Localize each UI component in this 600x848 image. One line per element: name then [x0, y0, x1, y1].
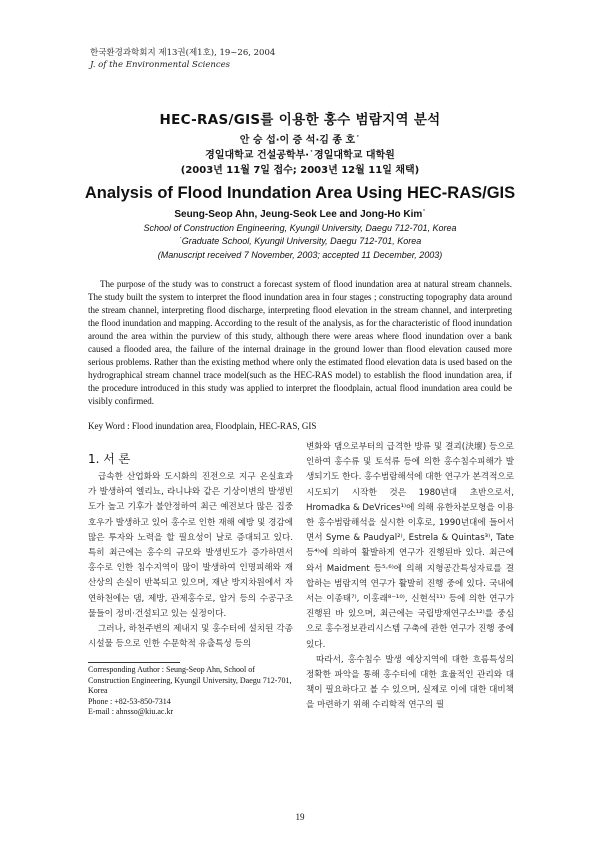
body-paragraph: 그러나, 하천주변의 제내지 및 홍수터에 설치된 각종 시설물 등으로 인한 수문학적 유출특성 등의 — [88, 624, 293, 650]
english-title: Analysis of Flood Inundation Area Using HEC-RAS/GIS — [84, 184, 516, 202]
english-authors: Seung-Seop Ahn, Jeung-Seok Lee and Jong-Ho Kim˙ — [174, 209, 426, 220]
english-affiliation-1: School of Construction Engineering, Kyungil University, Daegu 712-701, Korea — [143, 222, 457, 233]
corresponding-email: E-mail : ahnsso@kiu.ac.kr — [88, 707, 174, 717]
page-number: 19 — [295, 812, 305, 822]
journal-name-en: J. of the Environmental Sciences — [90, 60, 231, 70]
korean-authors: 안 승 섭·이 증 석·김 종 호˙ — [239, 135, 361, 146]
english-affiliation-2: ˙Graduate School, Kyungil University, Daegu 712-701, Korea — [178, 236, 422, 246]
english-received-date: (Manuscript received 7 November, 2003; accepted 11 December, 2003) — [157, 249, 443, 260]
corresponding-phone: Phone : +82-53-850-7314 — [88, 696, 171, 706]
corresponding-author: Corresponding Author : Seung-Seop Ahn, School of Construction Engineering, Kyungil University, Daegu 712-701, Korea — [88, 665, 292, 696]
korean-received-date: (2003년 11월 7일 접수; 2003년 12월 11일 채택) — [180, 165, 420, 176]
abstract — [88, 278, 512, 408]
left-column — [88, 450, 293, 718]
body-paragraph: 따라서, 홍수침수 발생 예상지역에 대한 흐름특성의 정확한 파악을 통해 홍수터에 대한 효율적인 관리와 대책이 필요하다고 볼 수 있으며, 실제로 이에 대한 대비책을 마련하기 위해 수리학적 연구의 필 — [306, 654, 514, 711]
footnote-divider — [88, 662, 180, 663]
korean-affiliation: 경일대학교 건설공학부·˙경일대학교 대학원 — [205, 150, 395, 161]
abstract-text: The purpose of the study was to construct a forecast system of flood inundation area at natural stream channels. The study built the system to interpret the flood inundation area in four stages ; constructing topography data around the stream channel, interpreting flood discharge, interpreting flood elevation in the stream channel, and interpreting the flood inundation and mapping. According to the result of the analysis, as for the characteristic of flood inundation around the area within the purview of this study, although there were areas where flood inundation over a bank caused a flooded area, the failure of the internal drainage in the ground lower than flood elevation caused more serious problems. Rather than the existing method where only the estimated flood elevation data is used based on the hydrographical stream channel trace model(such as the HEC-RAS model) to establish the flood inundation area, if the procedure introduced in this study was applied to interpret the floodplain, actual flood inundation area could be visibly confirmed. — [88, 279, 512, 406]
section-heading: 1. 서 론 — [88, 452, 131, 466]
body-paragraph: 급속한 산업화와 도시화의 진전으로 지구 온실효과가 발생하여 엘리뇨, 라니냐와 같은 기상이변의 발생빈도가 높고 기후가 불안정하여 최근 예전보다 많은 집중호우가 발생하고 있어 홍수로 인한 재해 예방 및 경감에 많은 투자와 노력을 할 필요성이 날로 증대되고 있다. 특히 최근에는 홍수의 규모와 발생빈도가 증가하면서 홍수로 인한 침수지역이 많이 발생하여 인명피해와 재산상의 손실이 반복되고 있으며, 재난 방지차원에서 자연하천에는 댐, 제방, 관제홍수로, 암거 등의 수공구조물들이 정비·건설되고 있는 실정이다. — [88, 472, 293, 619]
english-author-block — [0, 208, 600, 262]
journal-citation-ko: 한국환경과학회지 제13권(제1호), 19~26, 2004 — [90, 48, 276, 58]
korean-author-block — [0, 133, 600, 178]
keywords: Key Word : Flood inundation area, Floodplain, HEC-RAS, GIS — [88, 421, 317, 431]
body-paragraph: 변화와 댐으로부터의 급격한 방류 및 결괴(決壞) 등으로 인하여 홍수류 및 토석류 등에 의한 홍수침수피해가 발생되기도 한다. 홍수범람해석에 대한 연구가 본격적으로 시도되기 시작한 것은 1980년대 초반으로서, Hromadka & DeVrices¹⁾에 의해 유한차분모형을 이용한 홍수범람해석을 실시한 이후로, 1990년대에 들어서면서 Syme & Paudyal²⁾, Estrela & Quintas³⁾, Tate 등⁴⁾에 의하여 활발하게 연구가 진행된바 있다. 최근에 와서 Maidment 등⁵·⁶⁾에 의해 지형공간특성자료를 결합하는 범람지역 연구가 활발히 진행 중에 있다. 국내에서는 이종태⁷⁾, 이홍래⁸⁻¹⁰⁾, 신현석¹¹⁾ 등에 의한 연구가 진행된 바 있으며, 최근에는 국립방재연구소¹²⁾를 중심으로 홍수정보관리시스템 구축에 관한 연구가 진행 중에 있다. — [306, 442, 514, 650]
journal-header — [90, 47, 275, 71]
right-column — [306, 440, 514, 714]
korean-title: HEC-RAS/GIS를 이용한 홍수 범람지역 분석 — [159, 112, 441, 128]
